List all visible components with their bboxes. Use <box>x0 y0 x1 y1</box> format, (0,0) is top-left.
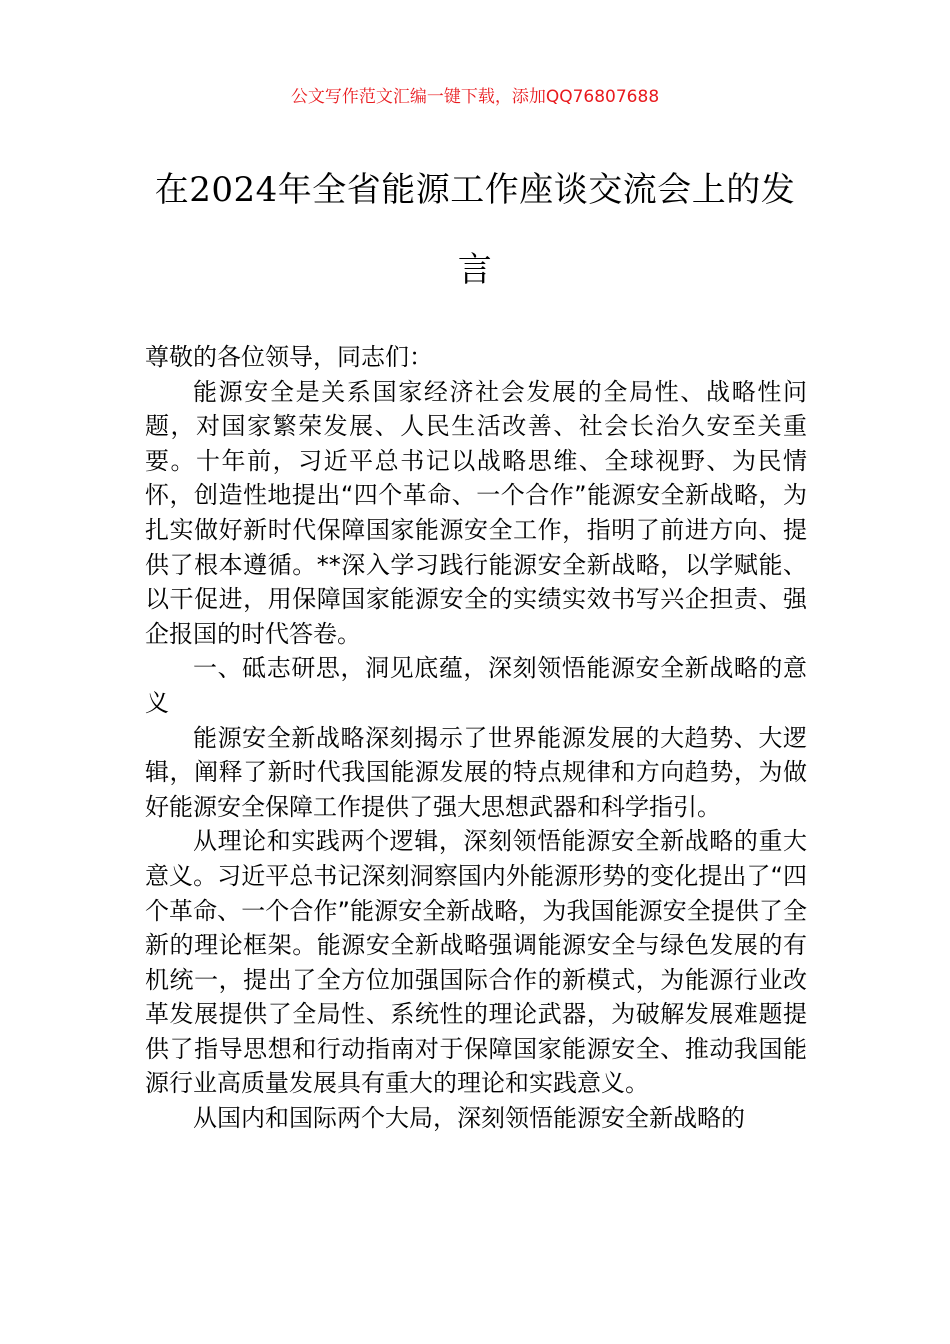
document-title: 在2024年全省能源工作座谈交流会上的发言 <box>154 170 796 290</box>
paragraph: 能源安全新战略深刻揭示了世界能源发展的大趋势、大逻辑，阐释了新时代我国能源发展的特点规律和方向趋势，为做好能源安全保障工作提供了强大思想武器和科学指引。 <box>145 723 807 821</box>
paragraph: 能源安全是关系国家经济社会发展的全局性、战略性问题，对国家繁荣发展、人民生活改善、社会长治久安至关重要。十年前，习近平总书记以战略思维、全球视野、为民情怀，创造性地提出“四个革命、一个合作”能源安全新战略，为扎实做好新时代保障国家能源安全工作，指明了前进方向、提供了根本遵循。**深入学习践行能源安全新战略，以学赋能、以干促进，用保障国家能源安全的实绩实效书写兴企担责、强企报国的时代答卷。 <box>145 377 807 648</box>
paragraph: 从理论和实践两个逻辑，深刻领悟能源安全新战略的重大意义。习近平总书记深刻洞察国内外能源形势的变化提出了“四个革命、一个合作”能源安全新战略，为我国能源安全提供了全新的理论框架。能源安全新战略强调能源安全与绿色发展的有机统一，提出了全方位加强国际合作的新模式，为能源行业改革发展提供了全局性、系统性的理论武器，为破解发展难题提供了指导思想和行动指南对于保障国家能源安全、推动我国能源行业高质量发展具有重大的理论和实践意义。 <box>145 827 807 1098</box>
document-body <box>145 340 807 1136</box>
salutation: 尊敬的各位领导，同志们： <box>145 343 433 371</box>
section-heading: 一、砥志研思，洞见底蕴，深刻领悟能源安全新战略的意义 <box>145 654 807 717</box>
promo-banner: 公文写作范文汇编一键下载，添加QQ76807688 <box>290 87 660 107</box>
paragraph: 从国内和国际两个大局，深刻领悟能源安全新战略的 <box>193 1104 745 1133</box>
